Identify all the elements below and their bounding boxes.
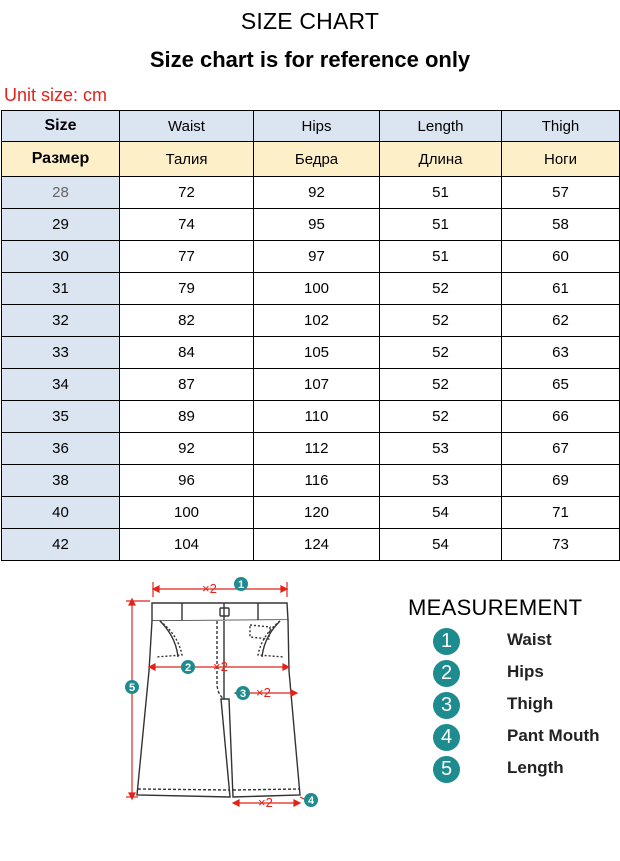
value-cell: 51 bbox=[380, 177, 502, 209]
size-table bbox=[1, 110, 620, 561]
value-cell: 51 bbox=[380, 209, 502, 241]
size-cell: 38 bbox=[2, 465, 120, 497]
legend-label: Pant Mouth bbox=[507, 726, 600, 745]
legend-label: Length bbox=[507, 758, 564, 777]
size-cell: 28 bbox=[2, 177, 120, 209]
table-row bbox=[2, 433, 620, 465]
size-cell: 35 bbox=[2, 401, 120, 433]
value-cell: 66 bbox=[502, 401, 620, 433]
marker-1: 1 bbox=[237, 579, 245, 591]
value-cell: 52 bbox=[380, 369, 502, 401]
legend-label: Thigh bbox=[507, 694, 554, 713]
value-cell: 58 bbox=[502, 209, 620, 241]
shorts-diagram bbox=[120, 575, 330, 835]
value-cell: 54 bbox=[380, 529, 502, 561]
value-cell: 52 bbox=[380, 273, 502, 305]
value-cell: 60 bbox=[502, 241, 620, 273]
size-cell: 29 bbox=[2, 209, 120, 241]
table-row bbox=[2, 497, 620, 529]
marker-5: 5 bbox=[128, 682, 136, 694]
size-cell: 31 bbox=[2, 273, 120, 305]
value-cell: 116 bbox=[254, 465, 380, 497]
value-cell: 57 bbox=[502, 177, 620, 209]
header-cell: Hips bbox=[254, 111, 380, 142]
value-cell: 104 bbox=[120, 529, 254, 561]
value-cell: 71 bbox=[502, 497, 620, 529]
header-row-russian bbox=[2, 142, 620, 177]
header-cell: Длина bbox=[380, 142, 502, 177]
value-cell: 100 bbox=[120, 497, 254, 529]
value-cell: 77 bbox=[120, 241, 254, 273]
value-cell: 112 bbox=[254, 433, 380, 465]
value-cell: 73 bbox=[502, 529, 620, 561]
value-cell: 95 bbox=[254, 209, 380, 241]
value-cell: 52 bbox=[380, 337, 502, 369]
value-cell: 89 bbox=[120, 401, 254, 433]
size-cell: 33 bbox=[2, 337, 120, 369]
size-cell: 34 bbox=[2, 369, 120, 401]
value-cell: 92 bbox=[120, 433, 254, 465]
legend-number-icon: 3 bbox=[433, 692, 460, 719]
marker-3: 3 bbox=[239, 688, 247, 700]
legend-title: MEASUREMENT bbox=[408, 595, 583, 620]
value-cell: 67 bbox=[502, 433, 620, 465]
value-cell: 96 bbox=[120, 465, 254, 497]
table-row bbox=[2, 209, 620, 241]
unit-label: Unit size: cm bbox=[4, 85, 108, 105]
header-cell: Талия bbox=[120, 142, 254, 177]
value-cell: 110 bbox=[254, 401, 380, 433]
value-cell: 63 bbox=[502, 337, 620, 369]
table-row bbox=[2, 177, 620, 209]
value-cell: 92 bbox=[254, 177, 380, 209]
page-title: SIZE CHART bbox=[240, 8, 380, 34]
header-cell: Размер bbox=[2, 142, 120, 177]
value-cell: 51 bbox=[380, 241, 502, 273]
value-cell: 79 bbox=[120, 273, 254, 305]
value-cell: 72 bbox=[120, 177, 254, 209]
value-cell: 53 bbox=[380, 465, 502, 497]
header-cell: Size bbox=[2, 111, 120, 142]
size-cell: 40 bbox=[2, 497, 120, 529]
header-cell: Бедра bbox=[254, 142, 380, 177]
value-cell: 82 bbox=[120, 305, 254, 337]
hips-multiplier: ×2 bbox=[213, 659, 228, 674]
size-cell: 32 bbox=[2, 305, 120, 337]
value-cell: 61 bbox=[502, 273, 620, 305]
size-cell: 42 bbox=[2, 529, 120, 561]
table-row bbox=[2, 465, 620, 497]
table-row bbox=[2, 241, 620, 273]
header-cell: Waist bbox=[120, 111, 254, 142]
value-cell: 102 bbox=[254, 305, 380, 337]
table-row bbox=[2, 273, 620, 305]
header-cell: Ноги bbox=[502, 142, 620, 177]
header-cell: Thigh bbox=[502, 111, 620, 142]
marker-4: 4 bbox=[307, 795, 315, 807]
legend-label: Hips bbox=[507, 662, 544, 681]
value-cell: 52 bbox=[380, 401, 502, 433]
value-cell: 97 bbox=[254, 241, 380, 273]
size-cell: 36 bbox=[2, 433, 120, 465]
value-cell: 62 bbox=[502, 305, 620, 337]
table-row bbox=[2, 369, 620, 401]
size-cell: 30 bbox=[2, 241, 120, 273]
thigh-multiplier: ×2 bbox=[256, 685, 271, 700]
value-cell: 84 bbox=[120, 337, 254, 369]
value-cell: 100 bbox=[254, 273, 380, 305]
value-cell: 124 bbox=[254, 529, 380, 561]
table-row bbox=[2, 401, 620, 433]
header-cell: Length bbox=[380, 111, 502, 142]
mouth-multiplier: ×2 bbox=[258, 795, 273, 810]
table-row bbox=[2, 305, 620, 337]
value-cell: 69 bbox=[502, 465, 620, 497]
value-cell: 107 bbox=[254, 369, 380, 401]
legend-label: Waist bbox=[507, 630, 552, 649]
table-row bbox=[2, 529, 620, 561]
legend-number-icon: 2 bbox=[433, 660, 460, 687]
value-cell: 65 bbox=[502, 369, 620, 401]
value-cell: 120 bbox=[254, 497, 380, 529]
legend-number-icon: 5 bbox=[433, 756, 460, 783]
legend-number-icon: 1 bbox=[433, 628, 460, 655]
waist-multiplier: ×2 bbox=[202, 581, 217, 596]
value-cell: 52 bbox=[380, 305, 502, 337]
marker-2: 2 bbox=[184, 662, 192, 674]
value-cell: 53 bbox=[380, 433, 502, 465]
value-cell: 87 bbox=[120, 369, 254, 401]
value-cell: 54 bbox=[380, 497, 502, 529]
legend-number-icon: 4 bbox=[433, 724, 460, 751]
table-row bbox=[2, 337, 620, 369]
header-row-english bbox=[2, 111, 620, 142]
value-cell: 74 bbox=[120, 209, 254, 241]
value-cell: 105 bbox=[254, 337, 380, 369]
page-subtitle: Size chart is for reference only bbox=[149, 47, 471, 72]
